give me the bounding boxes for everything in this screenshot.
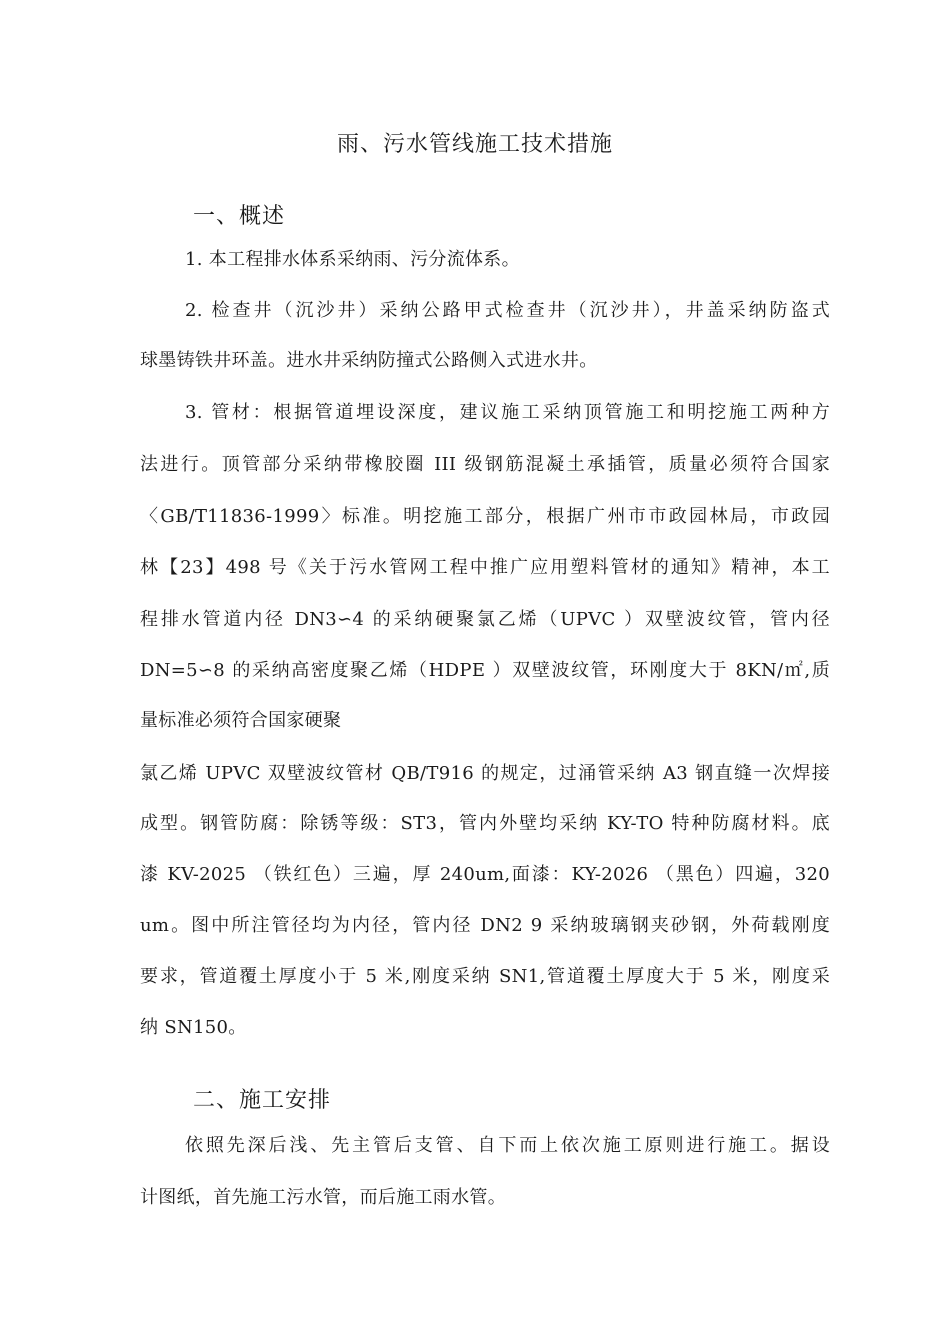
paragraph-line: 要求，管道覆土厚度小于 5 米,刚度采纳 SN1,管道覆土厚度大于 5 米，刚度采 xyxy=(140,966,830,987)
paragraph-line: 法进行。顶管部分采纳带橡胶圈 III 级钢筋混凝土承插管，质量必须符合国家 xyxy=(140,454,830,475)
document-title: 雨、污水管线施工技术措施 xyxy=(336,132,613,157)
paragraph-line: 〈GB/T11836-1999〉标准。明挖施工部分，根据广州市市政园林局，市政园 xyxy=(140,506,830,527)
paragraph-line: 计图纸，首先施工污水管，而后施工雨水管。 xyxy=(140,1187,506,1208)
paragraph-line: um。图中所注管径均为内径，管内径 DN2 9 采纳玻璃钢夹砂钢，外荷载刚度 xyxy=(140,915,830,936)
paragraph-line: 程排水管道内径 DN3∽4 的采纳硬聚氯乙烯（UPVC ）双壁波纹管，管内径 xyxy=(140,609,830,630)
paragraph-line: 氯乙烯 UPVC 双壁波纹管材 QB/T916 的规定，过涌管采纳 A3 钢直缝一次焊接 xyxy=(140,763,830,784)
paragraph-line: 球墨铸铁井环盖。进水井采纳防撞式公路侧入式进水井。 xyxy=(140,350,598,371)
section-heading-overview: 一、概述 xyxy=(193,204,286,229)
paragraph-line: 纳 SN150。 xyxy=(140,1017,247,1038)
paragraph-line: 量标准必须符合国家硬聚 xyxy=(140,710,342,731)
paragraph-line: DN=5∽8 的采纳高密度聚乙烯（HDPE ）双壁波纹管，环刚度大于 8KN/㎡,质 xyxy=(140,660,830,681)
paragraph-line: 林【23】498 号《关于污水管网工程中推广应用塑料管材的通知》精神，本工 xyxy=(140,557,830,578)
paragraph-line: 依照先深后浅、先主管后支管、自下而上依次施工原则进行施工。据设 xyxy=(185,1135,830,1156)
paragraph-line: 1. 本工程排水体系采纳雨、污分流体系。 xyxy=(185,249,520,270)
paragraph-line: 2. 检查井（沉沙井）采纳公路甲式检查井（沉沙井），井盖采纳防盗式 xyxy=(185,300,830,321)
paragraph-line: 漆 KV-2025 （铁红色）三遍，厚 240um,面漆：KY-2026 （黑色）四遍，320 xyxy=(140,864,830,885)
paragraph-line: 3. 管材：根据管道埋设深度，建议施工采纳顶管施工和明挖施工两种方 xyxy=(185,402,830,423)
paragraph-line: 成型。钢管防腐：除锈等级：ST3，管内外壁均采纳 KY-TO 特种防腐材料。底 xyxy=(140,813,830,834)
section-heading-construction-arrangement: 二、施工安排 xyxy=(193,1088,332,1113)
